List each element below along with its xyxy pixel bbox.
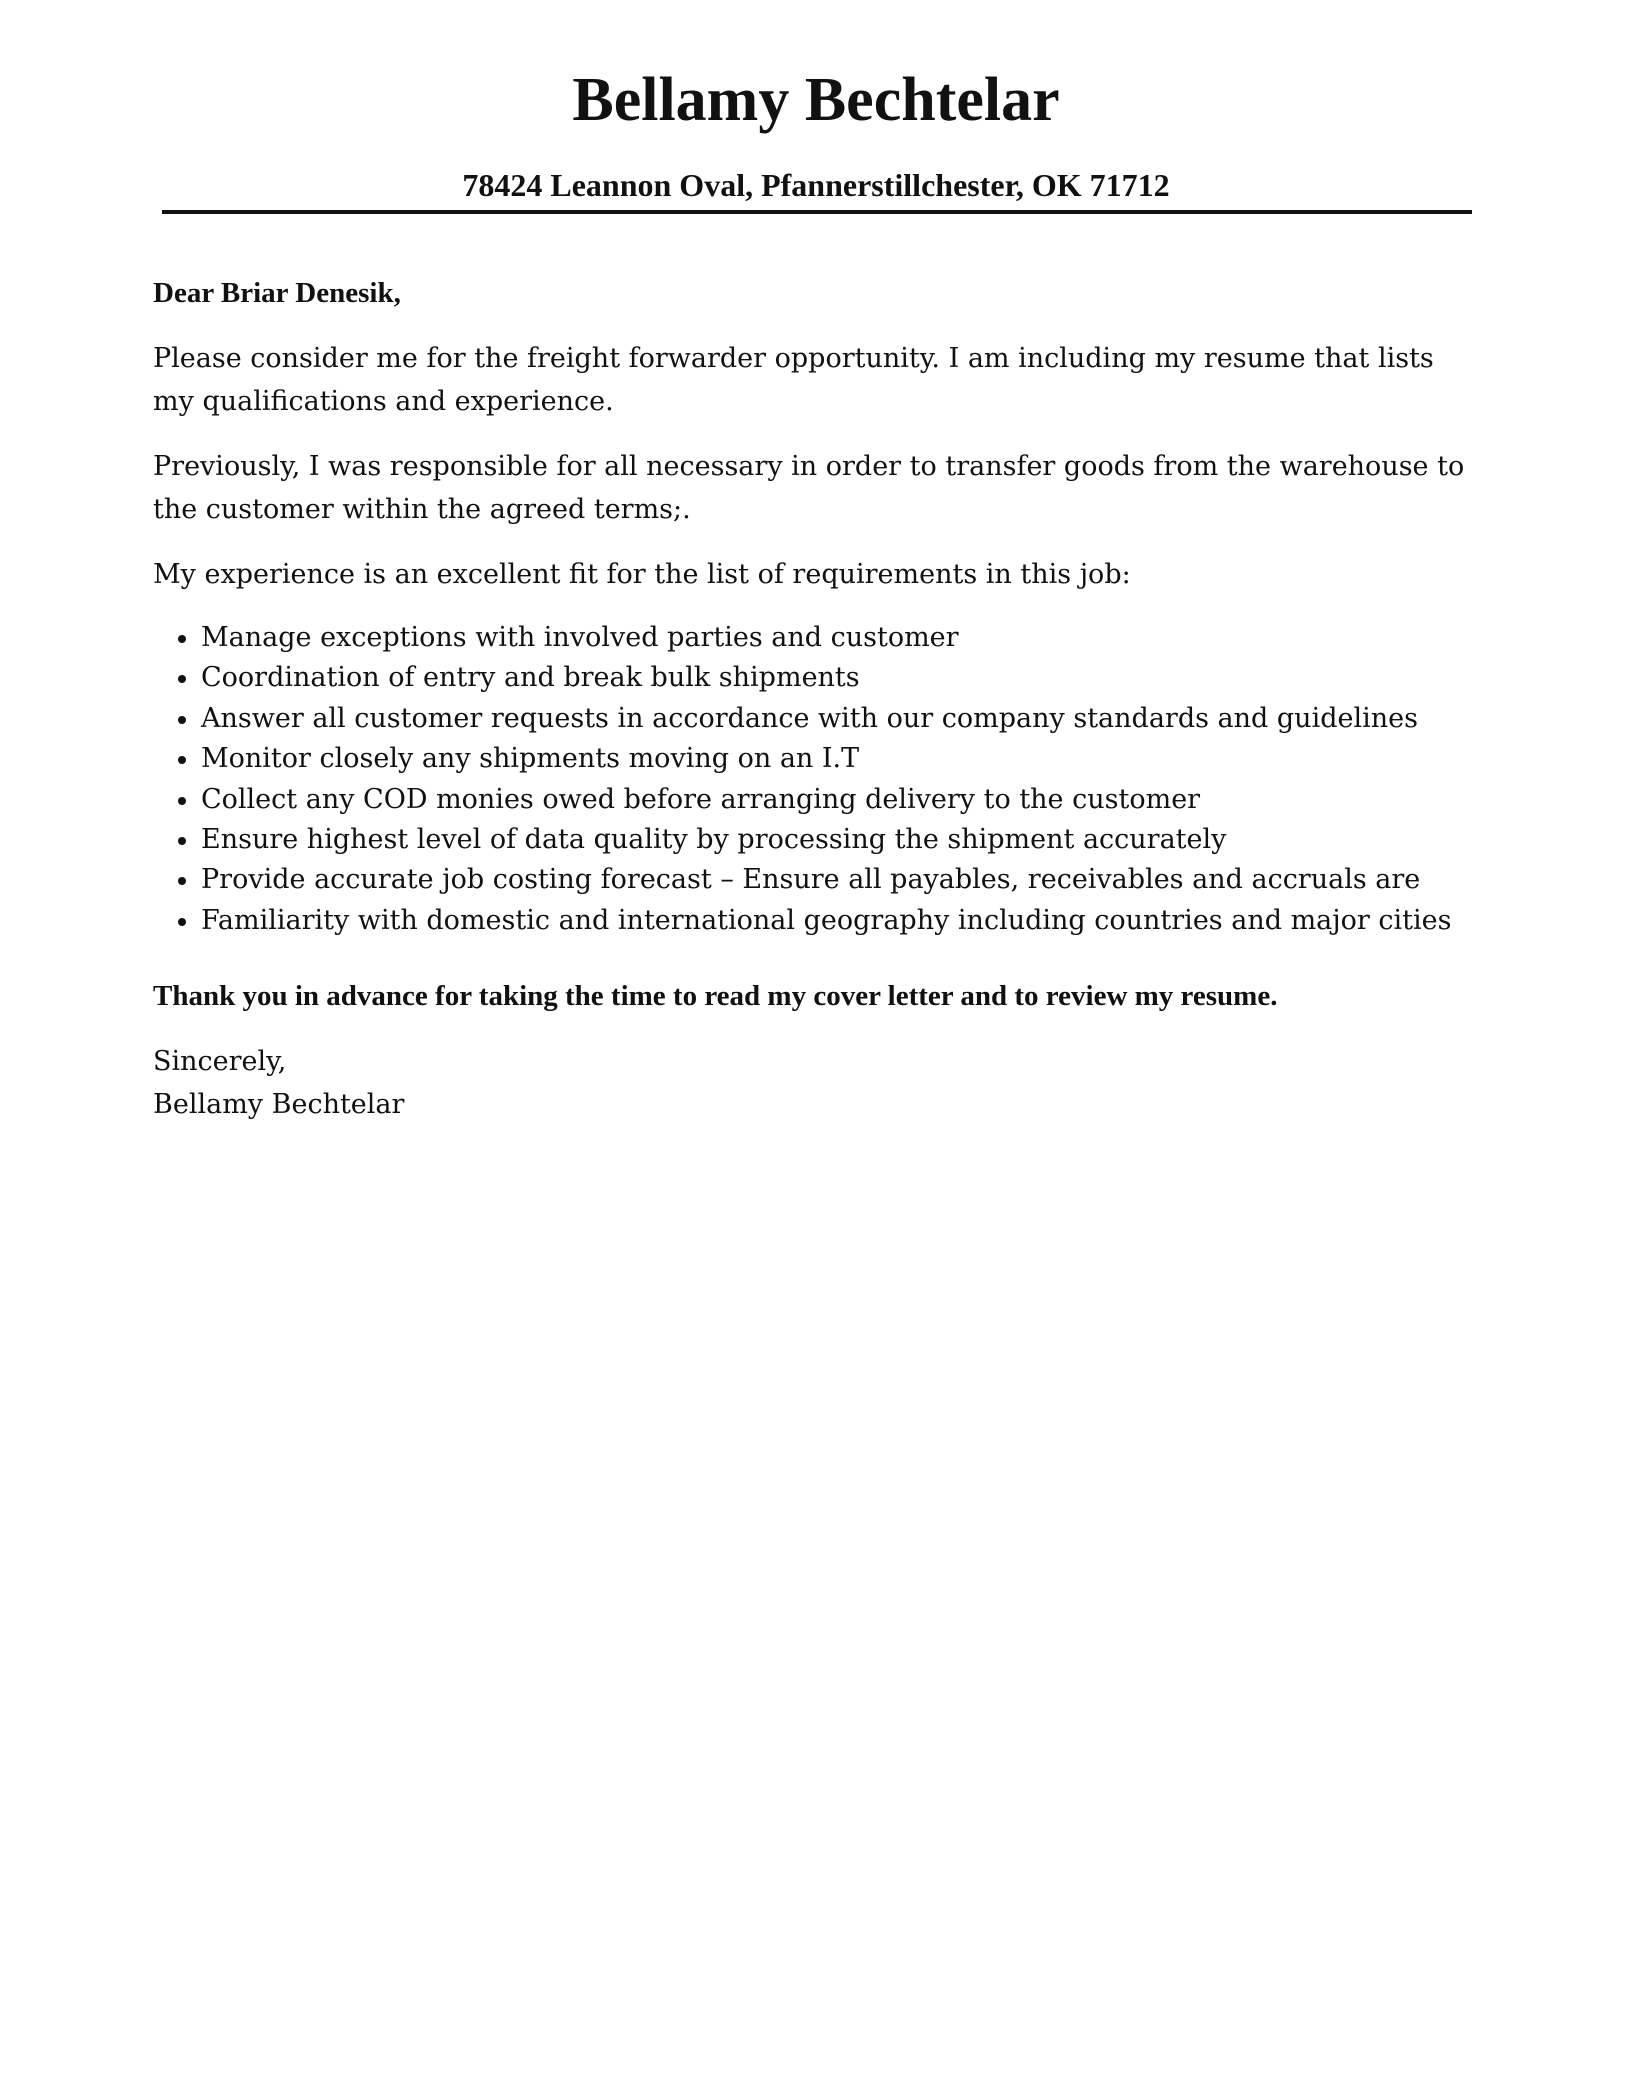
closing-statement: Thank you in advance for taking the time to read my cover letter and to review my resume. (153, 980, 1278, 1013)
experience-paragraph: Previously, I was responsible for all necessary in order to transfer goods from the warehouse to the customer within the agreed terms;. (153, 451, 1465, 525)
requirements-list (153, 618, 1473, 941)
requirements-intro: My experience is an excellent fit for the list of requirements in this job: (153, 559, 1131, 590)
list-item-text: Ensure highest level of data quality by processing the shipment accurately (201, 824, 1227, 856)
sender-name: Bellamy Bechtelar (572, 66, 1060, 134)
bullet-icon (178, 918, 186, 926)
salutation: Dear Briar Denesik, (153, 277, 401, 309)
list-item (153, 780, 1473, 820)
header-divider (162, 210, 1472, 214)
bullet-icon (178, 635, 186, 643)
list-item (153, 618, 1473, 658)
list-item-text: Coordination of entry and break bulk shipments (201, 662, 860, 694)
list-item (153, 699, 1473, 739)
list-item-text: Monitor closely any shipments moving on an I.T (201, 743, 860, 775)
list-item-text: Provide accurate job costing forecast – Ensure all payables, receivables and accruals are (201, 864, 1421, 896)
bullet-icon (178, 716, 186, 724)
list-item (153, 658, 1473, 698)
sender-address: 78424 Leannon Oval, Pfannerstillchester, OK 71712 (462, 167, 1170, 203)
bullet-icon (178, 877, 186, 885)
list-item-text: Collect any COD monies owed before arranging delivery to the customer (201, 783, 1201, 815)
list-item (153, 860, 1473, 900)
list-item-text: Familiarity with domestic and international geography including countries and major cities (201, 904, 1452, 936)
bullet-icon (178, 797, 186, 805)
signoff: Sincerely, (153, 1046, 287, 1078)
list-item (153, 901, 1473, 941)
bullet-icon (178, 756, 186, 764)
list-item-text: Answer all customer requests in accordance with our company standards and guidelines (201, 702, 1418, 734)
list-item-text: Manage exceptions with involved parties and customer (201, 622, 959, 653)
list-item (153, 739, 1473, 779)
intro-paragraph: Please consider me for the freight forwarder opportunity. I am including my resume that lists my qualifications and experience. (153, 343, 1434, 417)
bullet-icon (178, 675, 186, 683)
list-item (153, 820, 1473, 860)
bullet-icon (178, 837, 186, 845)
signature-name: Bellamy Bechtelar (153, 1089, 405, 1121)
letter-body (153, 272, 1473, 1126)
